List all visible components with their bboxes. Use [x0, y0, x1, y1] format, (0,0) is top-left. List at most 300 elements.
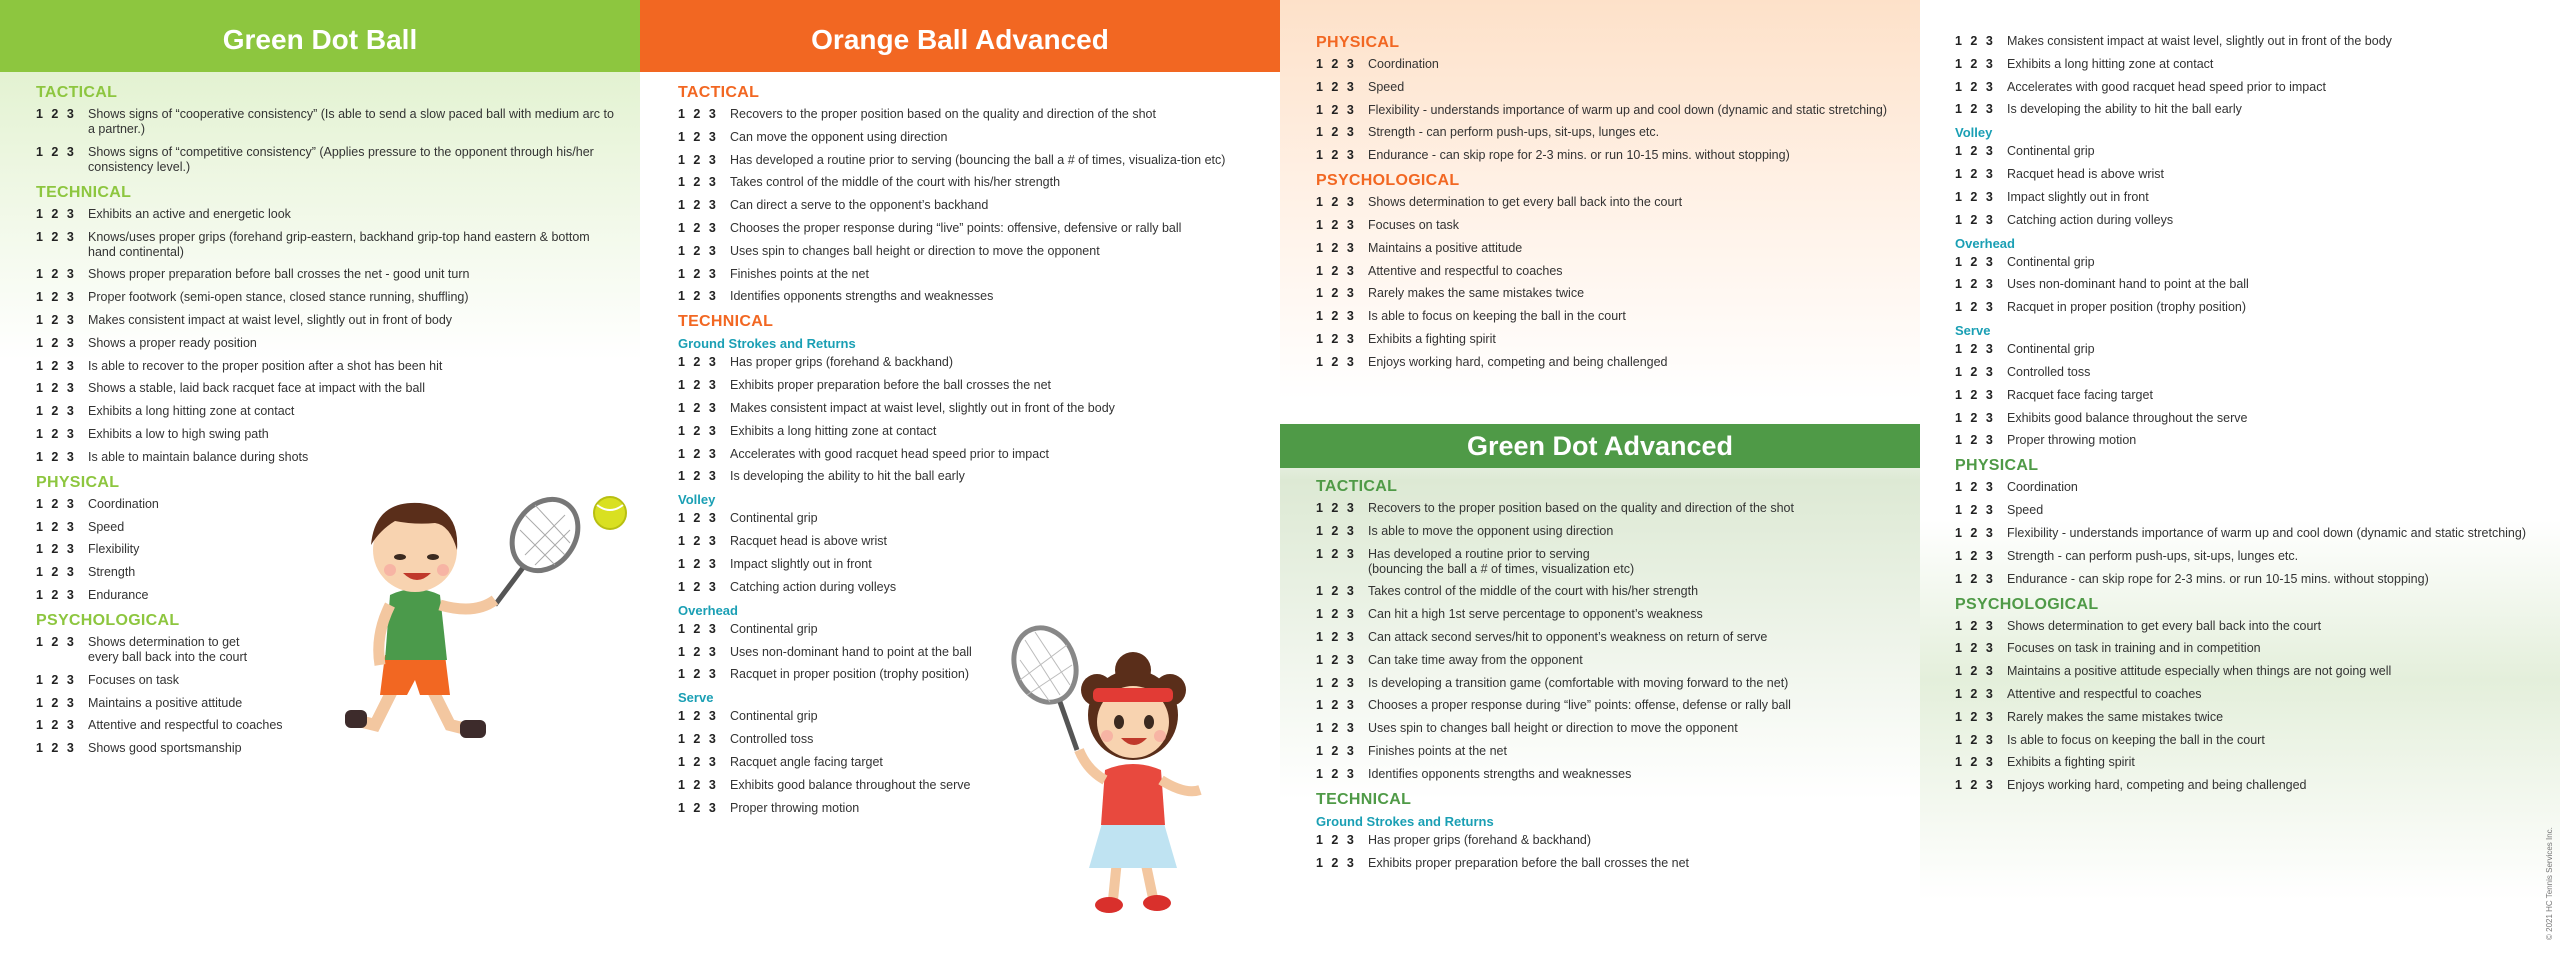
rating-item	[678, 401, 1260, 416]
rating-item	[36, 404, 620, 419]
rating-item	[1316, 309, 1900, 324]
rating-item	[1955, 687, 2540, 702]
rating-item-text: Identifies opponents strengths and weaknesses	[1368, 766, 1632, 781]
rating-item-text: Can attack second serves/hit to opponent’s weakness on return of serve	[1368, 629, 1768, 644]
section-heading-technical: TECHNICAL	[1316, 790, 1412, 808]
rating-item	[1316, 584, 1900, 599]
rating-item-text: Speed	[1368, 79, 1405, 94]
rating-item	[678, 221, 1260, 236]
rating-item-text: Exhibits a low to high swing path	[88, 426, 269, 441]
rating-item-text: Is able to focus on keeping the ball in the court	[1368, 309, 1626, 324]
rating-scale: 1 2 3	[1316, 57, 1354, 71]
rating-item	[1316, 332, 1900, 347]
rating-item-text: Continental grip	[2007, 144, 2095, 159]
copyright-text: © 2021 HC Tennis Services Inc.	[2545, 827, 2554, 940]
rating-scale: 1 2 3	[1316, 652, 1354, 667]
rating-item-text: Exhibits a fighting spirit	[2007, 755, 2135, 770]
rating-item-text: Can move the opponent using direction	[730, 129, 948, 144]
rating-scale: 1 2 3	[1316, 263, 1354, 278]
rating-item-text: Endurance - can skip rope for 2-3 mins. or run 10-15 mins. without stopping)	[1368, 148, 1790, 163]
rating-scale: 1 2 3	[1955, 709, 1993, 724]
rating-scale: 1 2 3	[36, 741, 74, 756]
rating-item-text: Racquet head is above wrist	[730, 534, 888, 549]
rating-item-text: Chooses a proper response during “live” points: offense, defense or rally ball	[1368, 698, 1791, 713]
rating-item	[36, 290, 620, 305]
rating-item	[36, 336, 620, 351]
rating-scale: 1 2 3	[36, 312, 74, 327]
orange-continued-content	[1316, 34, 1900, 378]
rating-scale: 1 2 3	[36, 542, 74, 557]
rating-item	[1955, 411, 2540, 426]
rating-item-text: Enjoys working hard, competing and being challenged	[2007, 778, 2307, 793]
rating-item-text: Strength - can perform push-ups, sit-ups, lunges etc.	[2007, 548, 2299, 563]
rating-item-text: Exhibits a long hitting zone at contact	[730, 423, 937, 438]
rating-item	[1316, 721, 1900, 736]
rating-item	[1955, 572, 2540, 587]
rating-scale: 1 2 3	[678, 667, 716, 682]
rating-item	[678, 175, 1260, 190]
rating-item	[1955, 277, 2540, 292]
rating-scale: 1 2 3	[1955, 548, 1993, 563]
rating-item	[1955, 57, 2540, 72]
rating-item-text: Shows a proper ready position	[88, 335, 257, 350]
rating-scale: 1 2 3	[678, 175, 716, 190]
rating-item	[1316, 856, 1900, 871]
section-heading-physical: PHYSICAL	[36, 473, 120, 491]
rating-item-text: Has developed a routine prior to serving (bouncing the ball a # of times, visualization etc)	[1368, 546, 1635, 576]
section-heading-tactical: TACTICAL	[678, 84, 760, 101]
rating-item	[678, 580, 1260, 595]
green-dot-advanced-continued-content	[1955, 34, 2540, 801]
rating-scale: 1 2 3	[1955, 387, 1993, 402]
rating-item-text: Rarely makes the same mistakes twice	[2007, 709, 2224, 724]
rating-item	[678, 107, 1260, 122]
rating-item	[1316, 286, 1900, 301]
rating-scale: 1 2 3	[678, 732, 716, 747]
rating-item-text: Focuses on task in training and in competition	[2007, 641, 2261, 656]
section-heading-psychological: PSYCHOLOGICAL	[1316, 172, 1460, 190]
rating-item-text: Exhibits proper preparation before the ball crosses the net	[730, 378, 1052, 393]
rating-item-text: Has proper grips (forehand & backhand)	[1368, 832, 1592, 847]
rating-item-text: Racquet in proper position (trophy position)	[2007, 300, 2247, 315]
rating-item-text: Finishes points at the net	[1368, 743, 1507, 758]
rating-item	[1316, 653, 1900, 668]
section-heading-tactical: TACTICAL	[1316, 478, 1398, 495]
rating-item-text: Attentive and respectful to coaches	[1368, 263, 1563, 278]
rating-item-text: Enjoys working hard, competing and being challenged	[1368, 354, 1668, 369]
rating-scale: 1 2 3	[36, 565, 74, 580]
rating-item-text: Recovers to the proper position based on the quality and direction of the shot	[1368, 501, 1794, 515]
rating-item	[1316, 148, 1900, 163]
rating-item-text: Focuses on task	[88, 672, 180, 687]
rating-scale: 1 2 3	[1316, 217, 1354, 232]
rating-item	[1316, 833, 1900, 848]
rating-item-text: Exhibits a long hitting zone at contact	[2007, 56, 2214, 71]
rating-item-text: Catching action during volleys	[730, 579, 897, 594]
subsection-heading: Ground Strokes and Returns	[1316, 813, 1494, 829]
rating-item	[1955, 710, 2540, 725]
rating-item	[36, 381, 620, 396]
rating-item-text: Makes consistent impact at waist level, slightly out in front of body	[88, 312, 453, 327]
rating-scale: 1 2 3	[678, 423, 716, 438]
rating-item-text: Is able to recover to the proper position after a shot has been hit	[88, 358, 443, 373]
rating-item-text: Shows signs of “cooperative consistency” (Is able to send a slow paced ball with medium arc to a partner.)	[88, 107, 614, 136]
rating-item-text: Continental grip	[730, 709, 818, 724]
rating-scale: 1 2 3	[1955, 342, 1993, 357]
rating-item-text: Can direct a serve to the opponent’s backhand	[730, 198, 989, 213]
rating-scale: 1 2 3	[36, 335, 74, 350]
rating-scale: 1 2 3	[36, 496, 74, 511]
rating-item-text: Controlled toss	[730, 732, 814, 747]
rating-scale: 1 2 3	[1955, 144, 1993, 159]
rating-item-text: Impact slightly out in front	[2007, 189, 2149, 204]
rating-scale: 1 2 3	[36, 672, 74, 687]
subsection-heading: Volley	[1955, 125, 1993, 141]
rating-scale: 1 2 3	[1955, 778, 1993, 793]
rating-item	[678, 198, 1260, 213]
rating-scale: 1 2 3	[36, 229, 74, 244]
rating-item-text: Proper throwing motion	[2007, 433, 2137, 448]
rating-scale: 1 2 3	[1316, 546, 1354, 561]
rating-item	[36, 145, 620, 175]
rating-item-text: Takes control of the middle of the court with his/her strength	[1368, 584, 1699, 599]
rating-item	[1316, 241, 1900, 256]
rating-scale: 1 2 3	[1955, 503, 1993, 518]
rating-scale: 1 2 3	[678, 800, 716, 815]
section-heading-technical: TECHNICAL	[36, 183, 132, 201]
rating-scale: 1 2 3	[1955, 364, 1993, 379]
rating-item	[1955, 342, 2540, 357]
rating-scale: 1 2 3	[678, 709, 716, 724]
boy-with-racquet-icon	[335, 455, 635, 775]
rating-scale: 1 2 3	[678, 644, 716, 659]
section-heading-physical: PHYSICAL	[1955, 457, 2039, 475]
rating-item	[1955, 167, 2540, 182]
rating-item	[1955, 480, 2540, 495]
rating-item-text: Racquet angle facing target	[730, 754, 883, 769]
rating-scale: 1 2 3	[678, 534, 716, 549]
rating-scale: 1 2 3	[1955, 254, 1993, 269]
rating-item-text: Shows good sportsmanship	[88, 741, 242, 756]
rating-item-text: Accelerates with good racquet head speed prior to impact	[2007, 79, 2326, 94]
rating-item-text: Speed	[2007, 503, 2044, 518]
rating-item	[1955, 80, 2540, 95]
rating-item	[36, 313, 620, 328]
rating-scale: 1 2 3	[678, 198, 716, 213]
rating-item	[678, 355, 1260, 370]
rating-scale: 1 2 3	[1316, 354, 1354, 369]
rating-item	[1316, 80, 1900, 95]
rating-scale: 1 2 3	[1316, 675, 1354, 690]
rating-item	[1316, 698, 1900, 713]
rating-item	[1316, 355, 1900, 370]
rating-scale: 1 2 3	[1316, 331, 1354, 346]
section-heading-physical: PHYSICAL	[1316, 34, 1400, 51]
section-heading-technical: TECHNICAL	[678, 313, 774, 331]
rating-item-text: Takes control of the middle of the court with his/her strength	[730, 175, 1061, 190]
rating-item-text: Flexibility	[88, 542, 140, 557]
rating-item-text: Exhibits a fighting spirit	[1368, 331, 1496, 346]
rating-item-text: Coordination	[2007, 480, 2078, 495]
rating-item-text: Racquet face facing target	[2007, 387, 2153, 402]
rating-item	[1955, 365, 2540, 380]
rating-item-text: Uses spin to changes ball height or direction to move the opponent	[1368, 721, 1738, 736]
rating-item	[1316, 676, 1900, 691]
rating-item	[1955, 526, 2540, 541]
rating-item	[1955, 755, 2540, 770]
rating-scale: 1 2 3	[1316, 309, 1354, 324]
rating-scale: 1 2 3	[36, 587, 74, 602]
rating-item-text: Exhibits good balance throughout the serve	[2007, 410, 2248, 425]
rating-item	[1316, 57, 1900, 72]
rating-scale: 1 2 3	[1955, 212, 1993, 227]
rating-scale: 1 2 3	[36, 695, 74, 710]
rating-scale: 1 2 3	[1955, 571, 1993, 586]
rating-item-text: Continental grip	[730, 511, 818, 526]
rating-item	[1955, 300, 2540, 315]
rating-item-text: Attentive and respectful to coaches	[88, 718, 283, 733]
rating-item	[1955, 641, 2540, 656]
rating-scale: 1 2 3	[1955, 732, 1993, 747]
rating-scale: 1 2 3	[1316, 195, 1354, 210]
rating-item-text: Shows signs of “competitive consistency” (Applies pressure to the opponent through his/her consistency level.)	[88, 144, 594, 174]
rating-scale: 1 2 3	[36, 449, 74, 464]
rating-item	[678, 534, 1260, 549]
rating-item	[36, 207, 620, 222]
rating-item-text: Is able to focus on keeping the ball in the court	[2007, 732, 2265, 747]
rating-scale: 1 2 3	[678, 511, 716, 526]
rating-scale: 1 2 3	[678, 556, 716, 571]
rating-item	[1955, 213, 2540, 228]
rating-item-text: Identifies opponents strengths and weaknesses	[730, 289, 994, 304]
rating-item	[678, 267, 1260, 282]
rating-item-text: Chooses the proper response during “live” points: offensive, defensive or rally ball	[730, 220, 1182, 235]
rating-scale: 1 2 3	[1955, 300, 1993, 315]
rating-item	[36, 427, 620, 442]
rating-item-text: Shows determination to get every ball back into the court	[1368, 195, 1683, 210]
rating-item	[1955, 34, 2540, 49]
rating-scale: 1 2 3	[36, 634, 74, 649]
rating-scale: 1 2 3	[36, 267, 74, 282]
rating-scale: 1 2 3	[36, 519, 74, 534]
rating-scale: 1 2 3	[1955, 433, 1993, 448]
rating-scale: 1 2 3	[36, 107, 74, 121]
rating-scale: 1 2 3	[678, 446, 716, 461]
rating-item-text: Flexibility - understands importance of warm up and cool down (dynamic and static stretching)	[1368, 102, 1887, 117]
rating-scale: 1 2 3	[1316, 721, 1354, 736]
rating-item	[1316, 524, 1900, 539]
rating-scale: 1 2 3	[1955, 34, 1993, 48]
rating-scale: 1 2 3	[678, 266, 716, 281]
rating-item-text: Maintains a positive attitude	[1368, 240, 1523, 255]
rating-scale: 1 2 3	[1316, 743, 1354, 758]
rating-scale: 1 2 3	[1955, 618, 1993, 633]
rating-scale: 1 2 3	[678, 621, 716, 636]
rating-item-text: Continental grip	[730, 621, 818, 636]
rating-item-text: Is developing the ability to hit the ball early	[730, 469, 965, 484]
rating-item-text: Is developing the ability to hit the ball early	[2007, 102, 2242, 117]
rating-scale: 1 2 3	[1316, 79, 1354, 94]
rating-item-text: Maintains a positive attitude especially when things are not going well	[2007, 664, 2392, 679]
rating-scale: 1 2 3	[1955, 79, 1993, 94]
rating-scale: 1 2 3	[1316, 832, 1354, 847]
rating-item-text: Proper throwing motion	[730, 800, 860, 815]
rating-item-text: Uses non-dominant hand to point at the ball	[730, 644, 972, 659]
rating-item-text: Knows/uses proper grips (forehand grip-eastern, backhand grip-top hand eastern & bottom hand continental)	[88, 229, 590, 259]
rating-scale: 1 2 3	[1316, 286, 1354, 301]
rating-item-text: Accelerates with good racquet head speed prior to impact	[730, 446, 1049, 461]
rating-item	[36, 107, 620, 137]
rating-item-text: Is able to move the opponent using direction	[1368, 523, 1614, 538]
rating-item	[1955, 503, 2540, 518]
rating-item-text: Is developing a transition game (comfortable with moving forward to the net)	[1368, 675, 1789, 690]
section-heading-psychological: PSYCHOLOGICAL	[1955, 595, 2099, 613]
rating-item	[1316, 195, 1900, 210]
rating-item-text: Continental grip	[2007, 342, 2095, 357]
rating-item-text: Shows a stable, laid back racquet face at impact with the ball	[88, 381, 425, 396]
rating-scale: 1 2 3	[678, 107, 716, 121]
rating-item-text: Is able to maintain balance during shots	[88, 449, 309, 464]
rating-item	[1955, 619, 2540, 634]
rating-scale: 1 2 3	[678, 129, 716, 144]
rating-scale: 1 2 3	[678, 243, 716, 258]
rating-item	[1955, 190, 2540, 205]
rating-scale: 1 2 3	[36, 718, 74, 733]
rating-item	[1955, 144, 2540, 159]
rating-item	[1316, 264, 1900, 279]
rating-item-text: Makes consistent impact at waist level, slightly out in front of the body	[730, 400, 1115, 415]
banner-orange-ball-advanced: Orange Ball Advanced	[640, 0, 1280, 72]
rating-item	[1955, 102, 2540, 117]
rating-item-text: Flexibility - understands importance of warm up and cool down (dynamic and static stretching)	[2007, 525, 2526, 540]
rating-item-text: Exhibits a long hitting zone at contact	[88, 404, 295, 419]
rating-scale: 1 2 3	[678, 579, 716, 594]
rating-item-text: Coordination	[88, 496, 159, 511]
rating-scale: 1 2 3	[1316, 148, 1354, 163]
rating-item-text: Makes consistent impact at waist level, slightly out in front of the body	[2007, 34, 2392, 48]
rating-item-text: Uses non-dominant hand to point at the ball	[2007, 277, 2249, 292]
rating-item-text: Can hit a high 1st serve percentage to opponent’s weakness	[1368, 607, 1703, 622]
subsection-heading: Overhead	[1955, 235, 2015, 251]
rating-item-text: Racquet in proper position (trophy position)	[730, 667, 970, 682]
rating-scale: 1 2 3	[678, 220, 716, 235]
rating-scale: 1 2 3	[36, 426, 74, 441]
rating-scale: 1 2 3	[1316, 523, 1354, 538]
rating-item-text: Has proper grips (forehand & backhand)	[730, 355, 954, 370]
rating-item	[1316, 103, 1900, 118]
rating-scale: 1 2 3	[1955, 755, 1993, 770]
rating-scale: 1 2 3	[1955, 277, 1993, 292]
rating-item	[1955, 388, 2540, 403]
rating-scale: 1 2 3	[1316, 629, 1354, 644]
rating-item-text: Coordination	[1368, 57, 1439, 71]
rating-item	[1316, 767, 1900, 782]
rating-item-text: Has developed a routine prior to serving (bouncing the ball a # of times, visualiza-tion etc)	[730, 152, 1226, 167]
banner-green-dot-ball: Green Dot Ball	[0, 0, 640, 72]
girl-with-racquet-icon	[1005, 610, 1235, 920]
rating-scale: 1 2 3	[36, 144, 74, 159]
banner-green-dot-advanced: Green Dot Advanced	[1280, 424, 1920, 468]
rating-item	[1316, 547, 1900, 577]
rating-item	[1955, 664, 2540, 679]
rating-item	[1955, 778, 2540, 793]
rating-item	[1955, 255, 2540, 270]
rating-scale: 1 2 3	[1955, 480, 1993, 495]
rating-scale: 1 2 3	[1955, 525, 1993, 540]
rating-item	[1316, 630, 1900, 645]
subsection-heading: Overhead	[678, 602, 738, 618]
rating-scale: 1 2 3	[1955, 686, 1993, 701]
rating-scale: 1 2 3	[36, 290, 74, 305]
rating-item-text: Finishes points at the net	[730, 266, 869, 281]
subsection-heading: Serve	[1955, 323, 1991, 339]
rating-item	[678, 469, 1260, 484]
rating-item-text: Strength	[88, 565, 136, 580]
rating-item	[678, 447, 1260, 462]
rating-scale: 1 2 3	[36, 381, 74, 396]
subsection-heading: Ground Strokes and Returns	[678, 336, 856, 352]
rating-scale: 1 2 3	[1316, 240, 1354, 255]
rating-scale: 1 2 3	[1316, 855, 1354, 870]
rating-item-text: Focuses on task	[1368, 217, 1460, 232]
rating-item	[678, 378, 1260, 393]
rating-item	[1955, 433, 2540, 448]
rating-scale: 1 2 3	[1316, 607, 1354, 622]
section-heading-tactical: TACTICAL	[36, 84, 118, 101]
rating-scale: 1 2 3	[678, 754, 716, 769]
rating-item	[1316, 125, 1900, 140]
rating-scale: 1 2 3	[1955, 166, 1993, 181]
rating-scale: 1 2 3	[1955, 664, 1993, 679]
rating-item	[1955, 733, 2540, 748]
rating-item	[36, 230, 620, 260]
column-orange-continued	[1280, 0, 1920, 960]
rating-scale: 1 2 3	[1955, 641, 1993, 656]
rating-scale: 1 2 3	[678, 469, 716, 484]
rating-item	[36, 267, 620, 282]
rating-scale: 1 2 3	[1955, 102, 1993, 117]
rating-scale: 1 2 3	[1316, 501, 1354, 515]
green-dot-advanced-content	[1316, 478, 1900, 878]
rating-item	[1316, 744, 1900, 759]
rating-item-text: Exhibits proper preparation before the ball crosses the net	[1368, 855, 1690, 870]
rating-item	[678, 289, 1260, 304]
rating-item-text: Speed	[88, 519, 125, 534]
rating-item	[1955, 549, 2540, 564]
rating-scale: 1 2 3	[678, 777, 716, 792]
rating-item	[36, 359, 620, 374]
rating-item-text: Exhibits an active and energetic look	[88, 206, 291, 221]
subsection-heading: Serve	[678, 690, 714, 706]
rating-item	[678, 130, 1260, 145]
rating-scale: 1 2 3	[1316, 698, 1354, 713]
rating-scale: 1 2 3	[1316, 102, 1354, 117]
rating-item-text: Proper footwork (semi-open stance, closed stance running, shuffling)	[88, 290, 469, 305]
rating-item	[678, 153, 1260, 168]
column-green-dot-advanced-continued	[1920, 0, 2560, 960]
rating-item-text: Recovers to the proper position based on the quality and direction of the shot	[730, 107, 1156, 121]
rating-item-text: Impact slightly out in front	[730, 556, 872, 571]
rating-scale: 1 2 3	[678, 400, 716, 415]
rating-item	[1316, 218, 1900, 233]
rating-scale: 1 2 3	[36, 358, 74, 373]
subsection-heading: Volley	[678, 492, 716, 508]
rating-item	[678, 511, 1260, 526]
rating-scale: 1 2 3	[1316, 125, 1354, 140]
rating-item	[678, 244, 1260, 259]
rating-item-text: Uses spin to changes ball height or direction to move the opponent	[730, 243, 1100, 258]
rating-scale: 1 2 3	[36, 206, 74, 221]
